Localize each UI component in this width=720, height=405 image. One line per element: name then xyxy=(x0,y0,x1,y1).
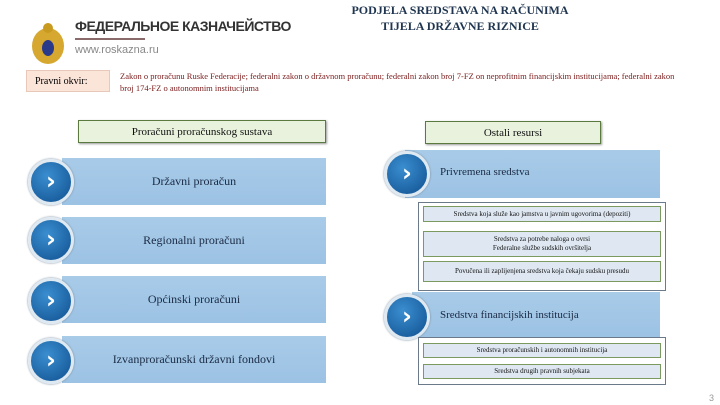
chevron-right-icon: › xyxy=(28,278,74,324)
budget-item-municipal: Općinski proračuni xyxy=(62,276,326,323)
legal-label: Pravni okvir: xyxy=(26,70,110,92)
chevron-right-icon: › xyxy=(384,151,430,197)
sub-item: Sredstva za potrebe naloga o ovrsi Federalne službe sudskih ovršitelja xyxy=(423,231,661,257)
brand-divider xyxy=(75,38,145,40)
chevron-right-icon: › xyxy=(28,338,74,384)
title-line: PODJELA SREDSTAVA NA RAČUNIMA xyxy=(351,3,569,17)
sub-item: Sredstva proračunskih i autonomnih institucija xyxy=(423,343,661,358)
sub-item: Sredstva drugih pravnih subjekata xyxy=(423,364,661,379)
left-header: Proračuni proračunskog sustava xyxy=(78,120,326,143)
chevron-right-icon: › xyxy=(28,217,74,263)
emblem-icon xyxy=(28,20,68,68)
brand-url: www.roskazna.ru xyxy=(75,44,159,56)
title-line: TIJELA DRŽAVNE RIZNICE xyxy=(381,19,539,33)
budget-item-funds: Izvanproračunski državni fondovi xyxy=(62,336,326,383)
budget-item-regional: Regionalni proračuni xyxy=(62,217,326,264)
sub-item: Sredstva koja služe kao jamstva u javnim ugovorima (depoziti) xyxy=(423,206,661,222)
slide-title xyxy=(300,2,620,34)
brand-name: ФЕДЕРАЛЬНОЕ КАЗНАЧЕЙСТВО xyxy=(75,18,291,34)
group-temporary-funds: Privremena sredstva xyxy=(405,150,660,198)
sub-item: Povučena ili zaplijenjena sredstva koja čekaju sudsku presudu xyxy=(423,261,661,282)
budget-item-state: Državni proračun xyxy=(62,158,326,205)
group-financial-institutions: Sredstva financijskih institucija xyxy=(412,292,660,337)
chevron-right-icon: › xyxy=(384,294,430,340)
right-header: Ostali resursi xyxy=(425,121,601,144)
page-number: 3 xyxy=(708,393,714,403)
chevron-right-icon: › xyxy=(28,159,74,205)
legal-text: Zakon o proračunu Ruske Federacije; federalni zakon o državnom proračunu; federalni zakon broj 7-FZ on neprofitnim financijskim institucijama; federalni zakon broj 174-FZ o autonomnim institucijama xyxy=(120,71,675,93)
